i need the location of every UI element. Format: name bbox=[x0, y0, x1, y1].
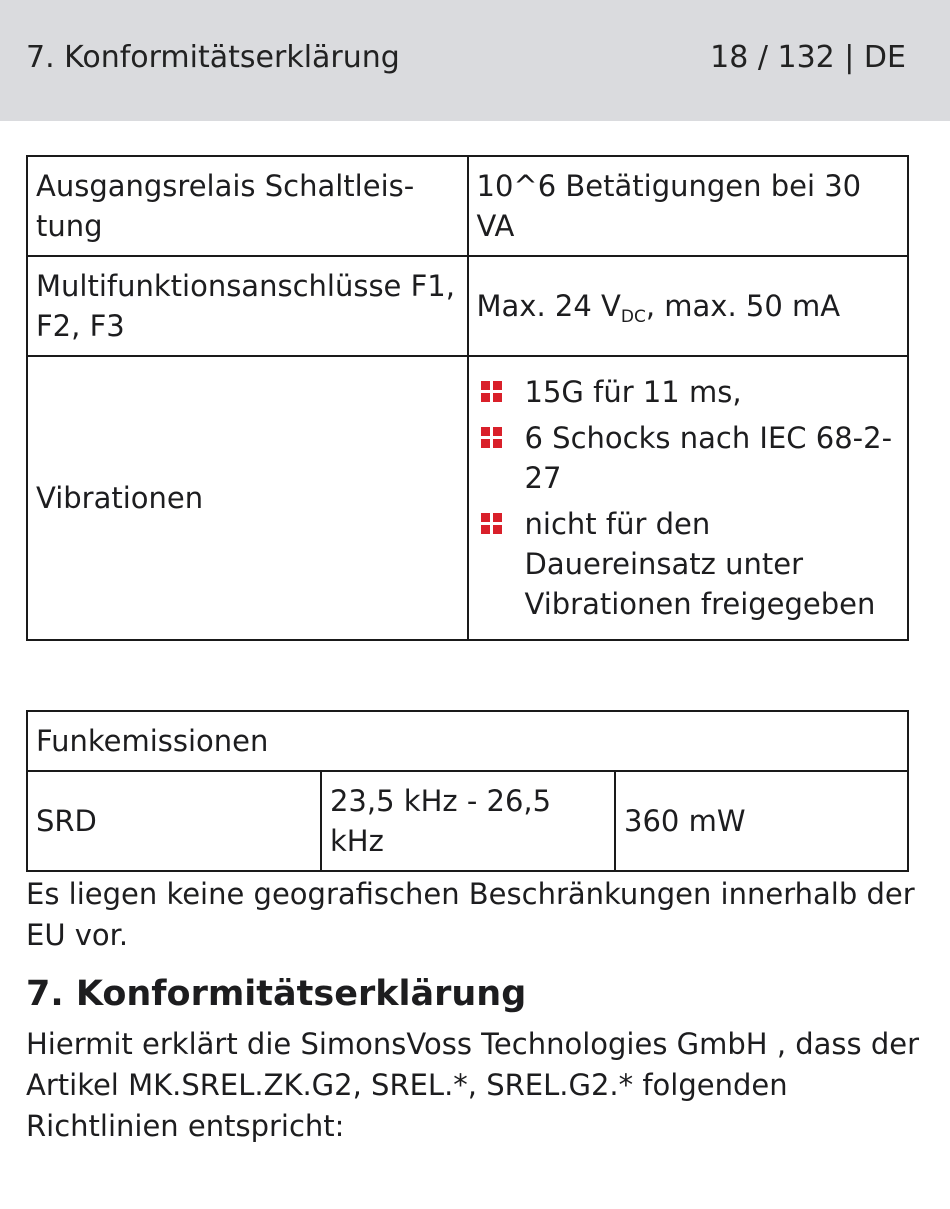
value-prefix: Max. 24 V bbox=[476, 289, 621, 323]
bullet-icon bbox=[481, 513, 503, 535]
list-item bbox=[473, 504, 899, 624]
conformity-paragraph: Hiermit erklärt die SimonsVoss Technologies GmbH , dass der Artikel MK.SREL.ZK.G2, SREL.*, SREL.G2.* folgenden Richtlinien entspricht: bbox=[26, 1027, 920, 1143]
list-item-text: 6 Schocks nach IEC 68-2-27 bbox=[524, 421, 893, 495]
table-row bbox=[27, 156, 908, 256]
list-item-text: nicht für den Dauereinsatz unter Vibrationen freigegeben bbox=[524, 507, 876, 621]
list-item-text: 15G für 11 ms, bbox=[524, 375, 742, 409]
value-suffix: , max. 50 mA bbox=[645, 289, 841, 323]
spec-value bbox=[468, 356, 908, 640]
spec-label: Multifunktionsanschlüsse F1, F2, F3 bbox=[27, 256, 468, 356]
list-item bbox=[473, 418, 899, 498]
spec-value bbox=[468, 256, 908, 356]
section-heading: 7. Konformitätserklärung bbox=[26, 974, 527, 1014]
list-item bbox=[473, 372, 899, 412]
spec-value: 10^6 Betätigungen bei 30 VA bbox=[468, 156, 908, 256]
radio-type: SRD bbox=[27, 771, 321, 871]
radio-emissions-table bbox=[26, 710, 909, 872]
table-row bbox=[27, 771, 908, 871]
value-subscript: DC bbox=[620, 307, 646, 327]
bullet-icon bbox=[481, 427, 503, 449]
restriction-note: Es liegen keine geografischen Beschränkungen innerhalb der EU vor. bbox=[26, 877, 915, 952]
radio-power: 360 mW bbox=[615, 771, 908, 871]
spec-label: Ausgangsrelais Schaltleis-tung bbox=[27, 156, 468, 256]
page-number: 18 / 132 | DE bbox=[710, 40, 906, 75]
bullet-list bbox=[473, 372, 899, 624]
radio-frequency: 23,5 kHz - 26,5 kHz bbox=[321, 771, 615, 871]
table-row bbox=[27, 711, 908, 771]
table-row bbox=[27, 356, 908, 640]
header-title: 7. Konformitätserklärung bbox=[26, 40, 400, 75]
spec-label: Vibrationen bbox=[27, 356, 468, 640]
page-header bbox=[0, 0, 950, 121]
table-header-cell: Funkemissionen bbox=[27, 711, 908, 771]
table-row bbox=[27, 256, 908, 356]
bullet-icon bbox=[481, 381, 503, 403]
specifications-table bbox=[26, 155, 909, 641]
